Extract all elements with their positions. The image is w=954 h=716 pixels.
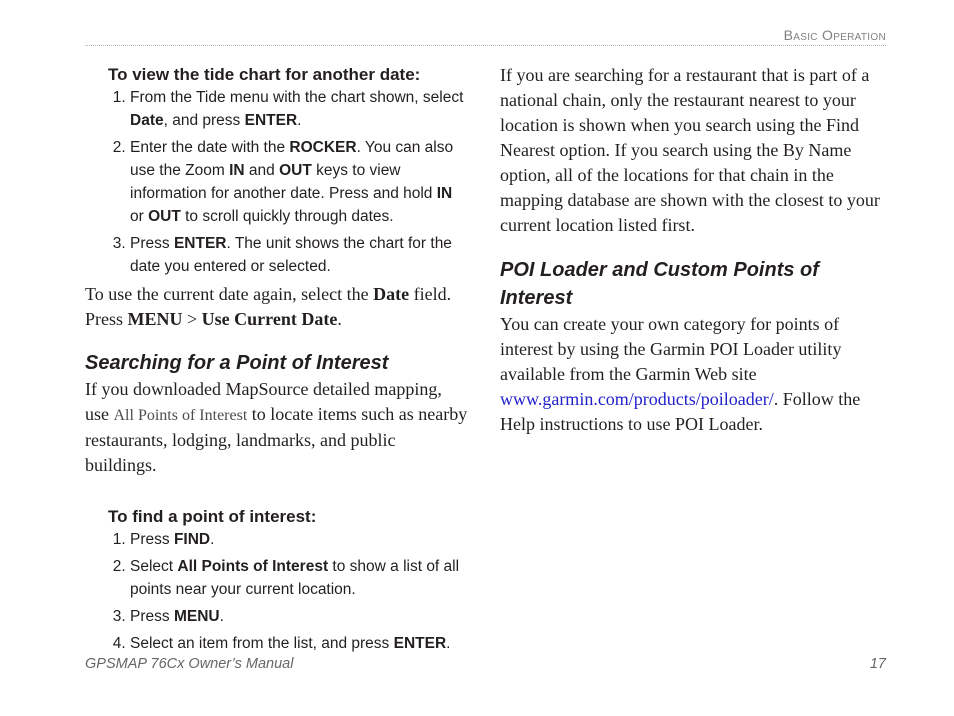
in-key: IN bbox=[229, 162, 245, 179]
in-key: IN bbox=[436, 185, 453, 202]
find-procedure-title: To find a point of interest: bbox=[108, 507, 317, 526]
text: or bbox=[130, 208, 149, 225]
search-heading: Searching for a Point of Interest bbox=[85, 352, 389, 374]
text: Press bbox=[130, 531, 174, 548]
search-paragraph bbox=[85, 377, 470, 478]
tide-steps bbox=[85, 86, 470, 278]
text: > bbox=[182, 309, 202, 329]
text: to locate items such as nearby restaurants, lodging, landmarks, and public buildings. bbox=[85, 404, 468, 475]
header-divider bbox=[85, 45, 886, 46]
text: Press bbox=[130, 608, 174, 625]
text: keys to view information for another date. Press and hold bbox=[130, 162, 437, 202]
enter-key: ENTER bbox=[393, 635, 447, 652]
date-keyword: Date bbox=[130, 112, 164, 129]
out-key: OUT bbox=[148, 208, 181, 225]
text: , and press bbox=[163, 112, 245, 129]
poi-loader-link[interactable]: www.garmin.com/products/poiloader/ bbox=[500, 389, 774, 409]
left-column bbox=[85, 64, 470, 659]
text: and bbox=[244, 162, 280, 179]
restaurant-paragraph: If you are searching for a restaurant that is part of a national chain, only the restaurant nearest to your location is shown when you search using the Find Nearest option. If you search using the By Name option, all of the locations for that chain in the mapping database are shown with the closest to your current location listed first. bbox=[500, 65, 880, 235]
tide-step-3 bbox=[130, 232, 470, 278]
enter-key: ENTER bbox=[173, 235, 227, 252]
poi-loader-paragraph bbox=[500, 312, 885, 437]
footer-manual-title: GPSMAP 76Cx Owner’s Manual bbox=[85, 656, 294, 672]
enter-key: ENTER bbox=[244, 112, 298, 129]
rocker-key: ROCKER bbox=[289, 139, 357, 156]
text: Select an item from the list, and press bbox=[130, 635, 394, 652]
text: . Follow the Help instructions to use POI Loader. bbox=[500, 389, 861, 434]
find-steps bbox=[85, 528, 470, 655]
text: If you downloaded MapSource detailed mapping, use bbox=[85, 379, 442, 424]
find-step-2 bbox=[130, 555, 470, 601]
use-current-date-option: Use Current Date bbox=[201, 309, 338, 329]
text: . bbox=[219, 608, 224, 625]
text: . bbox=[210, 531, 215, 548]
text: To use the current date again, select the bbox=[85, 284, 374, 304]
text: to show a list of all points near your current location. bbox=[130, 558, 460, 598]
right-column bbox=[500, 63, 885, 437]
text: field. Press bbox=[85, 284, 452, 329]
text: . bbox=[337, 309, 342, 329]
text: From the Tide menu with the chart shown, select bbox=[130, 89, 464, 106]
find-step-1 bbox=[130, 528, 470, 551]
text: . The unit shows the chart for the date you entered or selected. bbox=[130, 235, 452, 275]
text: Enter the date with the bbox=[130, 139, 290, 156]
find-key: FIND bbox=[173, 531, 211, 548]
menu-key: MENU bbox=[173, 608, 220, 625]
tide-step-1 bbox=[130, 86, 470, 132]
current-date-paragraph bbox=[85, 282, 470, 332]
text: . You can also use the Zoom bbox=[130, 139, 454, 179]
text: to scroll quickly through dates. bbox=[180, 208, 394, 225]
text: Select bbox=[130, 558, 178, 575]
find-step-4 bbox=[130, 632, 470, 655]
tide-step-2 bbox=[130, 136, 470, 228]
poi-loader-heading: POI Loader and Custom Points of Interest bbox=[500, 259, 819, 309]
page-number: 17 bbox=[869, 656, 886, 672]
text: . bbox=[446, 635, 451, 652]
text: You can create your own category for points of interest by using the Garmin POI Loader utility available from the Garmin Web site bbox=[500, 314, 842, 384]
text: . bbox=[297, 112, 302, 129]
tide-procedure-title: To view the tide chart for another date: bbox=[108, 65, 421, 84]
all-poi-option: All Points of Interest bbox=[177, 558, 329, 575]
text: Press bbox=[130, 235, 174, 252]
section-header: Basic Operation bbox=[783, 27, 886, 43]
all-poi-option: All Points of Interest bbox=[113, 407, 248, 424]
date-field: Date bbox=[373, 284, 410, 304]
find-step-3 bbox=[130, 605, 470, 628]
menu-key: MENU bbox=[127, 309, 183, 329]
out-key: OUT bbox=[279, 162, 312, 179]
